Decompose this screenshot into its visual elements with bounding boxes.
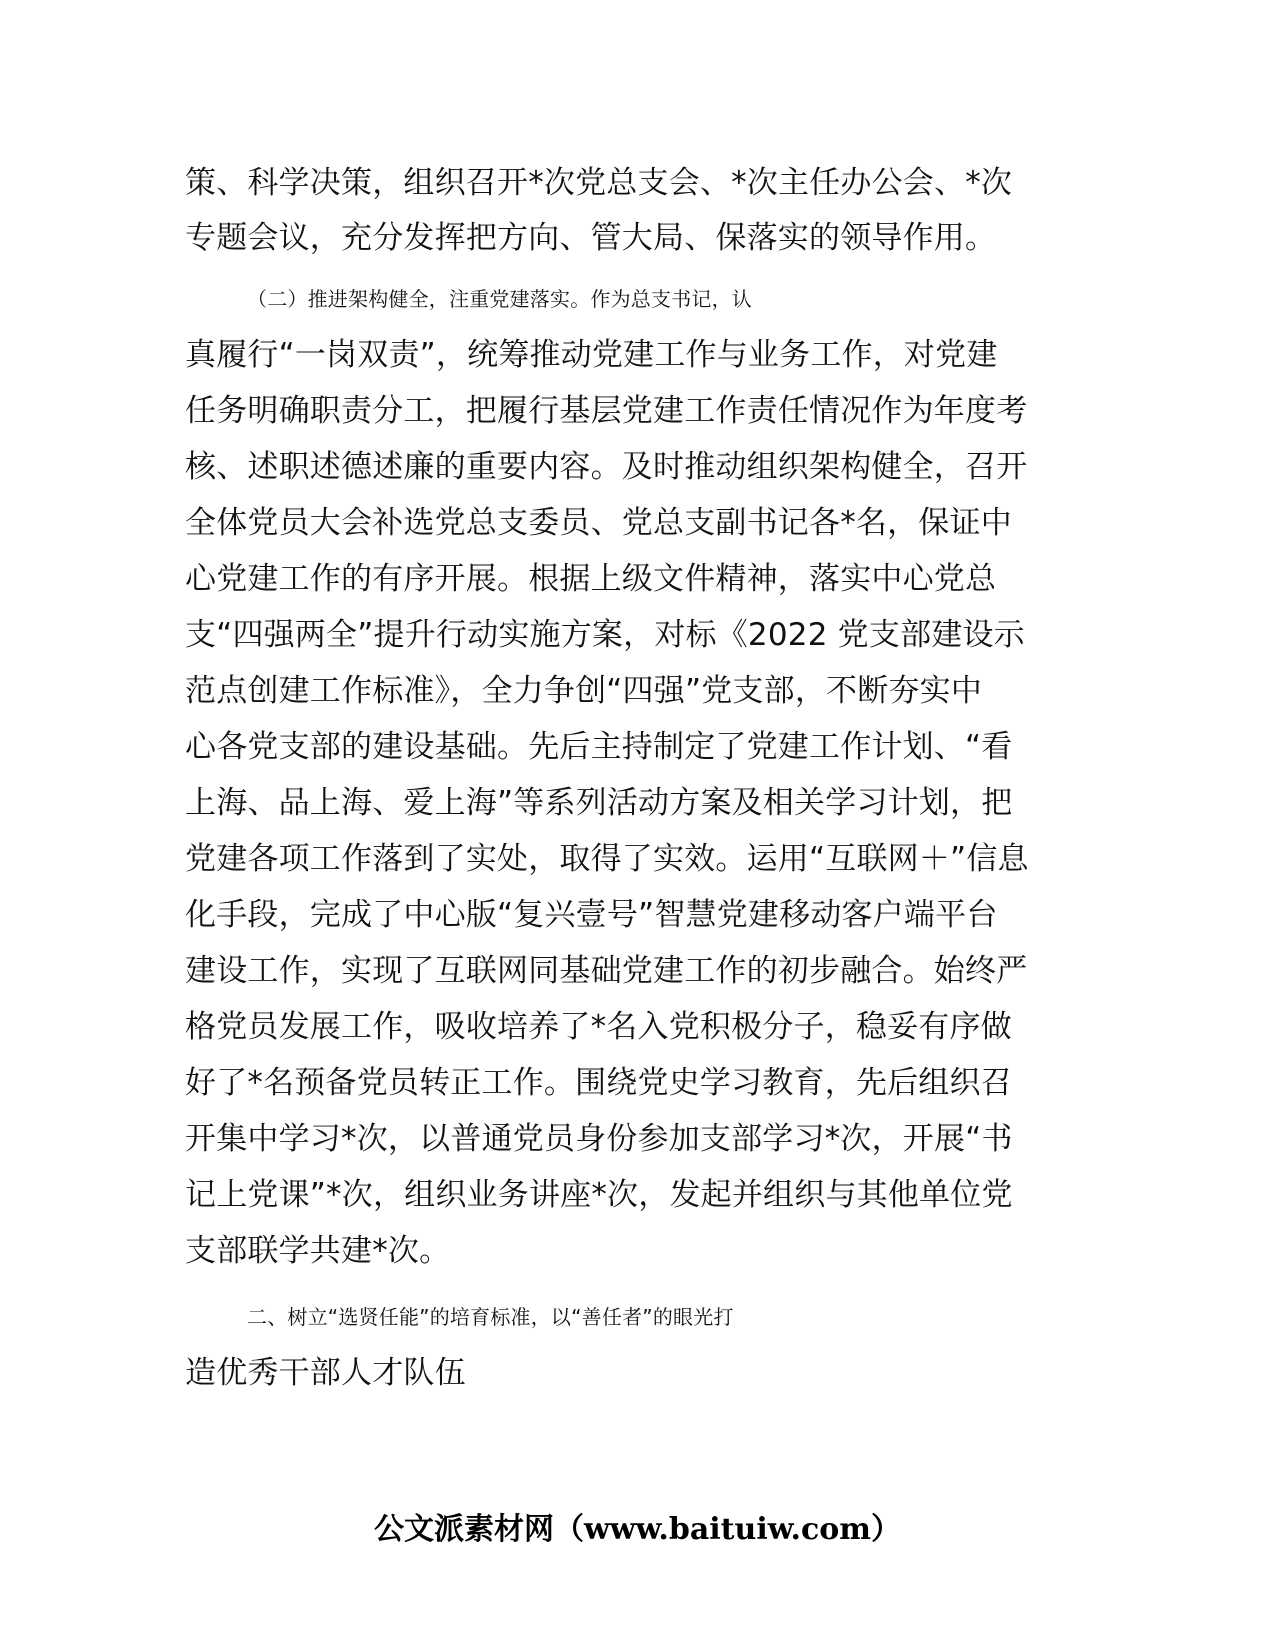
text-line: 核、述职述德述廉的重要内容。及时推动组织架构健全，召开 [185, 449, 1028, 485]
text-line: 支部联学共建*次。 [185, 1233, 451, 1269]
text-line: 专题会议，充分发挥把方向、管大局、保落实的领导作用。 [185, 220, 997, 256]
text-line: 心各党支部的建设基础。先后主持制定了党建工作计划、“看 [185, 729, 1013, 765]
text-line: 建设工作，实现了互联网同基础党建工作的初步融合。始终严 [185, 953, 1028, 989]
text-line: 范点创建工作标准》，全力争创“四强”党支部，不断夯实中 [185, 673, 983, 709]
text-line: 化手段，完成了中心版“复兴壹号”智慧党建移动客户端平台 [185, 897, 998, 933]
section-heading-line: 二、树立“选贤任能”的培育标准，以“善任者”的眼光打 [247, 1305, 734, 1329]
text-line: 全体党员大会补选党总支委员、党总支副书记各*名，保证中 [185, 505, 1012, 541]
text-line: 真履行“一岗双责”，统筹推动党建工作与业务工作，对党建 [185, 337, 998, 373]
text-line: 格党员发展工作，吸收培养了*名入党积极分子，稳妥有序做 [185, 1009, 1012, 1045]
text-line: 记上党课”*次，组织业务讲座*次，发起并组织与其他单位党 [185, 1177, 1013, 1213]
section-heading-line: 造优秀干部人才队伍 [185, 1355, 466, 1391]
text-line: 党建各项工作落到了实处，取得了实效。运用“互联网＋”信息 [185, 841, 1029, 877]
text-line: 心党建工作的有序开展。根据上级文件精神，落实中心党总 [185, 561, 997, 597]
text-line: 上海、品上海、爱上海”等系列活动方案及相关学习计划，把 [185, 785, 1013, 821]
text-line: 任务明确职责分工，把履行基层党建工作责任情况作为年度考 [185, 393, 1028, 429]
text-line: 策、科学决策，组织召开*次党总支会、*次主任办公会、*次 [185, 165, 1013, 201]
subsection-heading-line: （二）推进架构健全，注重党建落实。作为总支书记，认 [247, 287, 752, 311]
text-line: 开集中学习*次，以普通党员身份参加支部学习*次，开展“书 [185, 1121, 1013, 1157]
footer-watermark: 公文派素材网（www.baituiw.com） [373, 1512, 902, 1547]
text-line: 支“四强两全”提升行动实施方案，对标《2022 党支部建设示 [185, 617, 1025, 653]
text-line: 好了*名预备党员转正工作。围绕党史学习教育，先后组织召 [185, 1065, 1012, 1101]
